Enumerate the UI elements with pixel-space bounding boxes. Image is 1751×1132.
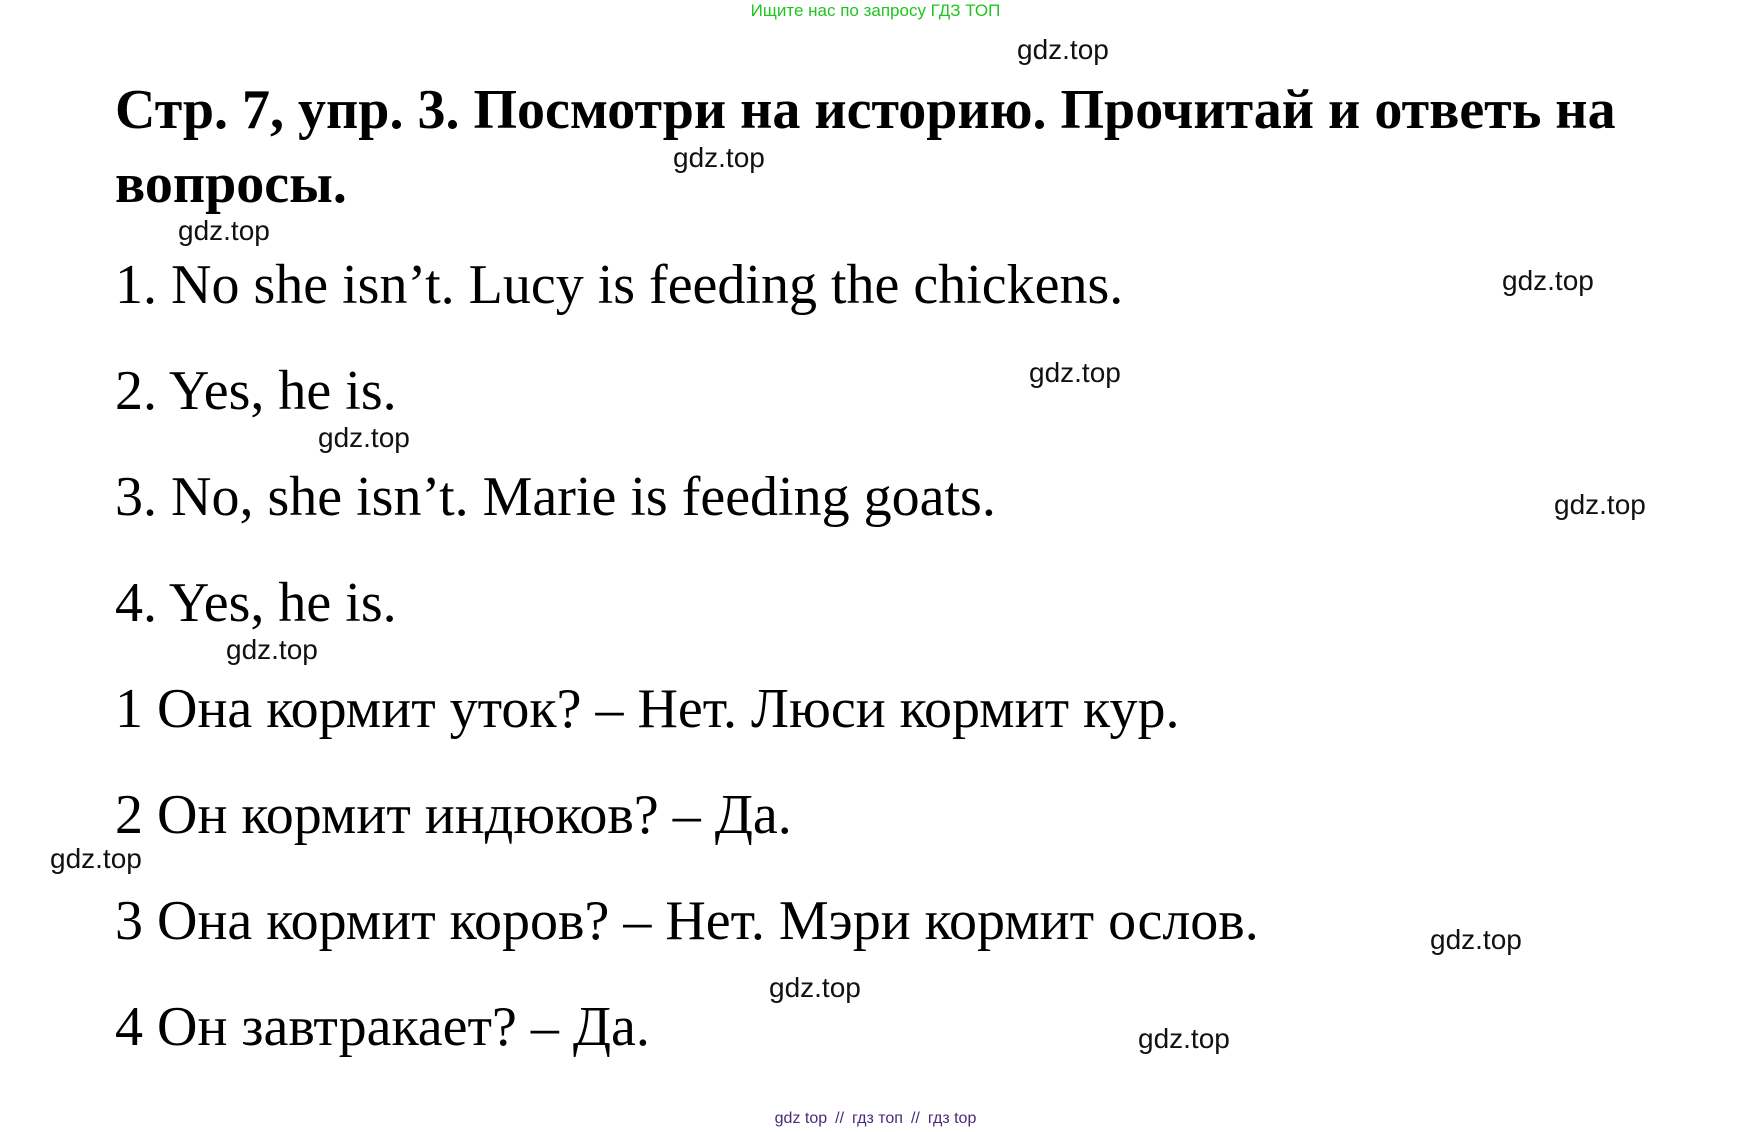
watermark: gdz.top [769,972,861,1003]
watermark: gdz.top [1017,34,1109,65]
watermark: gdz.top [178,215,270,246]
watermark: gdz.top [1138,1023,1230,1054]
footer-text-2: гдз топ [852,1110,903,1127]
footer-separator: // [835,1110,845,1127]
exercise-heading: Стр. 7, упр. 3. Посмотри на историю. Прочитай и ответь на вопросы. [115,79,1616,215]
watermark: gdz.top [318,422,410,453]
watermark: gdz.top [1554,489,1646,520]
answer-line-2: 2. Yes, he is. [115,360,397,422]
top-banner: Ищите нас по запросу ГДЗ ТОП [750,1,1001,20]
answer-line-3: 3. No, she isn’t. Marie is feeding goats. [115,466,996,528]
footer-text-3: гдз top [927,1110,977,1127]
watermark: gdz.top [1029,357,1121,388]
translation-line-4: 4 Он завтракает? – Да. [115,996,650,1058]
footer-separator: // [910,1110,920,1127]
translation-line-2: 2 Он кормит индюков? – Да. [115,784,792,846]
translation-line-1: 1 Она кормит уток? – Нет. Люси кормит кур. [115,678,1180,740]
watermark: gdz.top [1502,265,1594,296]
watermark: gdz.top [50,843,142,874]
translation-line-3: 3 Она кормит коров? – Нет. Мэри кормит ослов. [115,890,1259,952]
answer-line-1: 1. No she isn’t. Lucy is feeding the chickens. [115,254,1124,316]
watermark: gdz.top [673,142,765,173]
footer-text-1: gdz top [774,1110,828,1127]
watermark: gdz.top [1430,924,1522,955]
footer-links [0,1109,1751,1129]
watermark: gdz.top [226,634,318,665]
answer-line-4: 4. Yes, he is. [115,572,397,634]
